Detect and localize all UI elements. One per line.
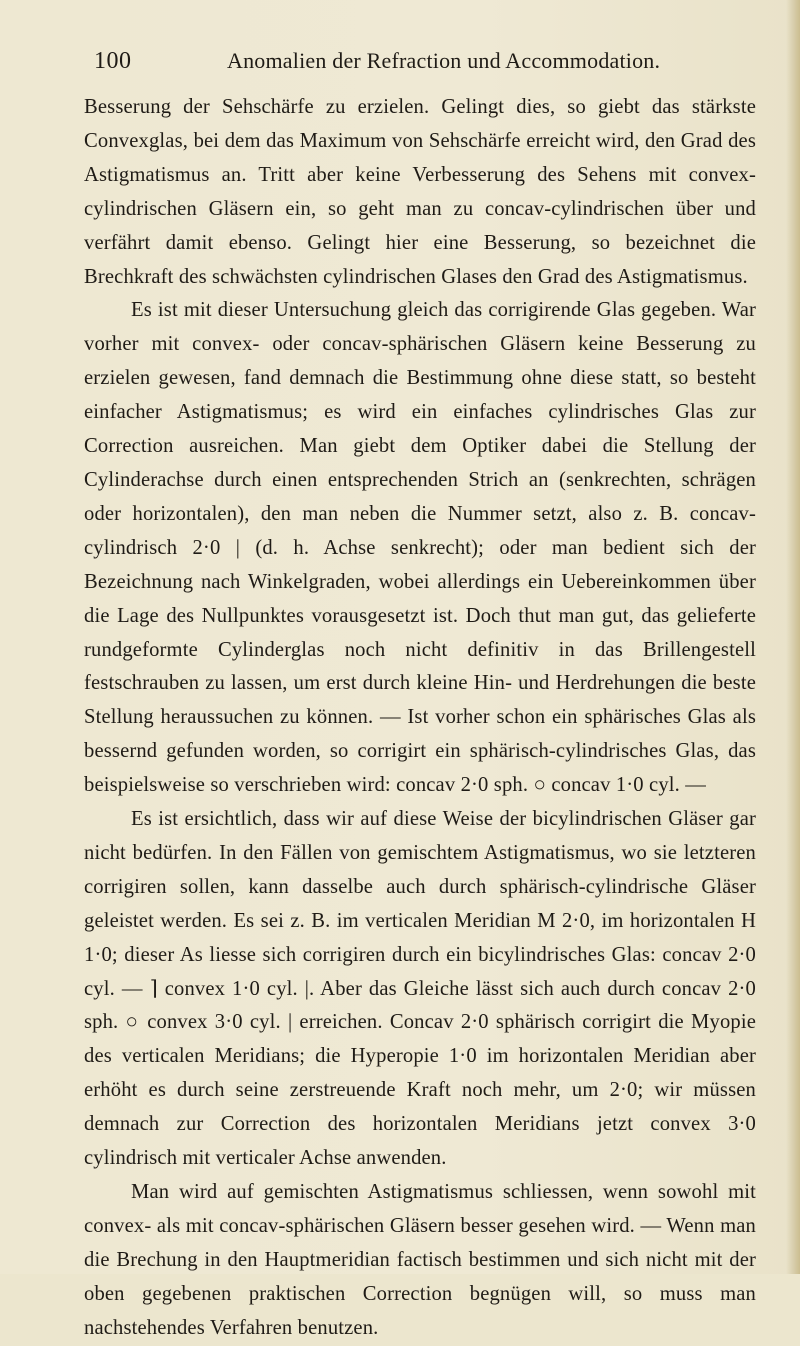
paragraph-2: Es ist mit dieser Untersuchung gleich das corrigirende Glas gegeben. War vorher mit convex- oder concav-sphärischen Gläsern keine Besserung zu erzielen gewesen, fand demnach die Bestimmung ohne diese statt, so besteht einfacher Astigmatismus; es wird ein einfaches cylindrisches Glas zur Correction ausreichen. Man giebt dem Optiker dabei die Stellung der Cylinderachse durch einen entsprechenden Strich an (senkrechten, schrägen oder horizontalen), den man neben die Nummer setzt, also z. B. concav-cylindrisch 2·0 | (d. h. Achse senkrecht); oder man bedient sich der Bezeichnung nach Winkelgraden, wobei allerdings ein Uebereinkommen über die Lage des Nullpunktes vorausgesetzt ist. Doch thut man gut, das gelieferte rundgeformte Cylinderglas noch nicht definitiv in das Brillengestell festschrauben zu lassen, um erst durch kleine Hin- und Herdrehungen die beste Stellung heraussuchen zu können. — Ist vorher schon ein sphärisches Glas als bessernd gefunden worden, so corrigirt ein sphärisch-cylindrisches Glas, das beispielsweise so verschrieben wird: concav 2·0 sph. ○ concav 1·0 cyl. — [84,299,756,797]
body-text [84,91,756,1346]
paragraph-1: Besserung der Sehschärfe zu erzielen. Gelingt dies, so giebt das stärkste Convexglas, bei dem das Maximum von Sehschärfe erreicht wird, den Grad des Astigmatismus an. Tritt aber keine Verbesserung des Sehens mit convex-cylindrischen Gläsern ein, so geht man zu concav-cylindrischen über und verfährt damit ebenso. Gelingt hier eine Besserung, so bezeichnet die Brechkraft des schwächsten cylindrischen Glases den Grad des Astigmatismus. [84,96,756,288]
page-number: 100 [94,48,132,74]
paragraph-3: Es ist ersichtlich, dass wir auf diese Weise der bicylindrischen Gläser gar nicht bedürfen. In den Fällen von gemischtem Astigmatismus, wo sie letzteren corrigiren sollen, kann dasselbe auch durch sphärisch-cylindrische Gläser geleistet werden. Es sei z. B. im verticalen Meridian M 2·0, im horizontalen H 1·0; dieser As liesse sich corrigiren durch ein bicylindrisches Glas: concav 2·0 cyl. — ⌉ convex 1·0 cyl. |. Aber das Gleiche lässt sich auch durch concav 2·0 sph. ○ convex 3·0 cyl. | erreichen. Concav 2·0 sphärisch corrigirt die Myopie des verticalen Meridians; die Hyperopie 1·0 im horizontalen Meridian aber erhöht es durch seine zerstreuende Kraft noch mehr, um 2·0; wir müssen demnach zur Correction des horizontalen Meridians jetzt convex 3·0 cylindrisch mit verticaler Achse anwenden. [84,808,756,1170]
page-header [94,46,734,76]
running-title: Anomalien der Refraction und Accommodation. [227,48,661,73]
page-edge [786,0,800,1274]
paragraph-4: Man wird auf gemischten Astigmatismus schliessen, wenn sowohl mit convex- als mit concav-sphärischen Gläsern besser gesehen wird. — Wenn man die Brechung in den Hauptmeridian factisch bestimmen und sich nicht mit der oben gegebenen praktischen Correction begnügen will, so muss man nachstehendes Verfahren benutzen. [84,1181,756,1339]
